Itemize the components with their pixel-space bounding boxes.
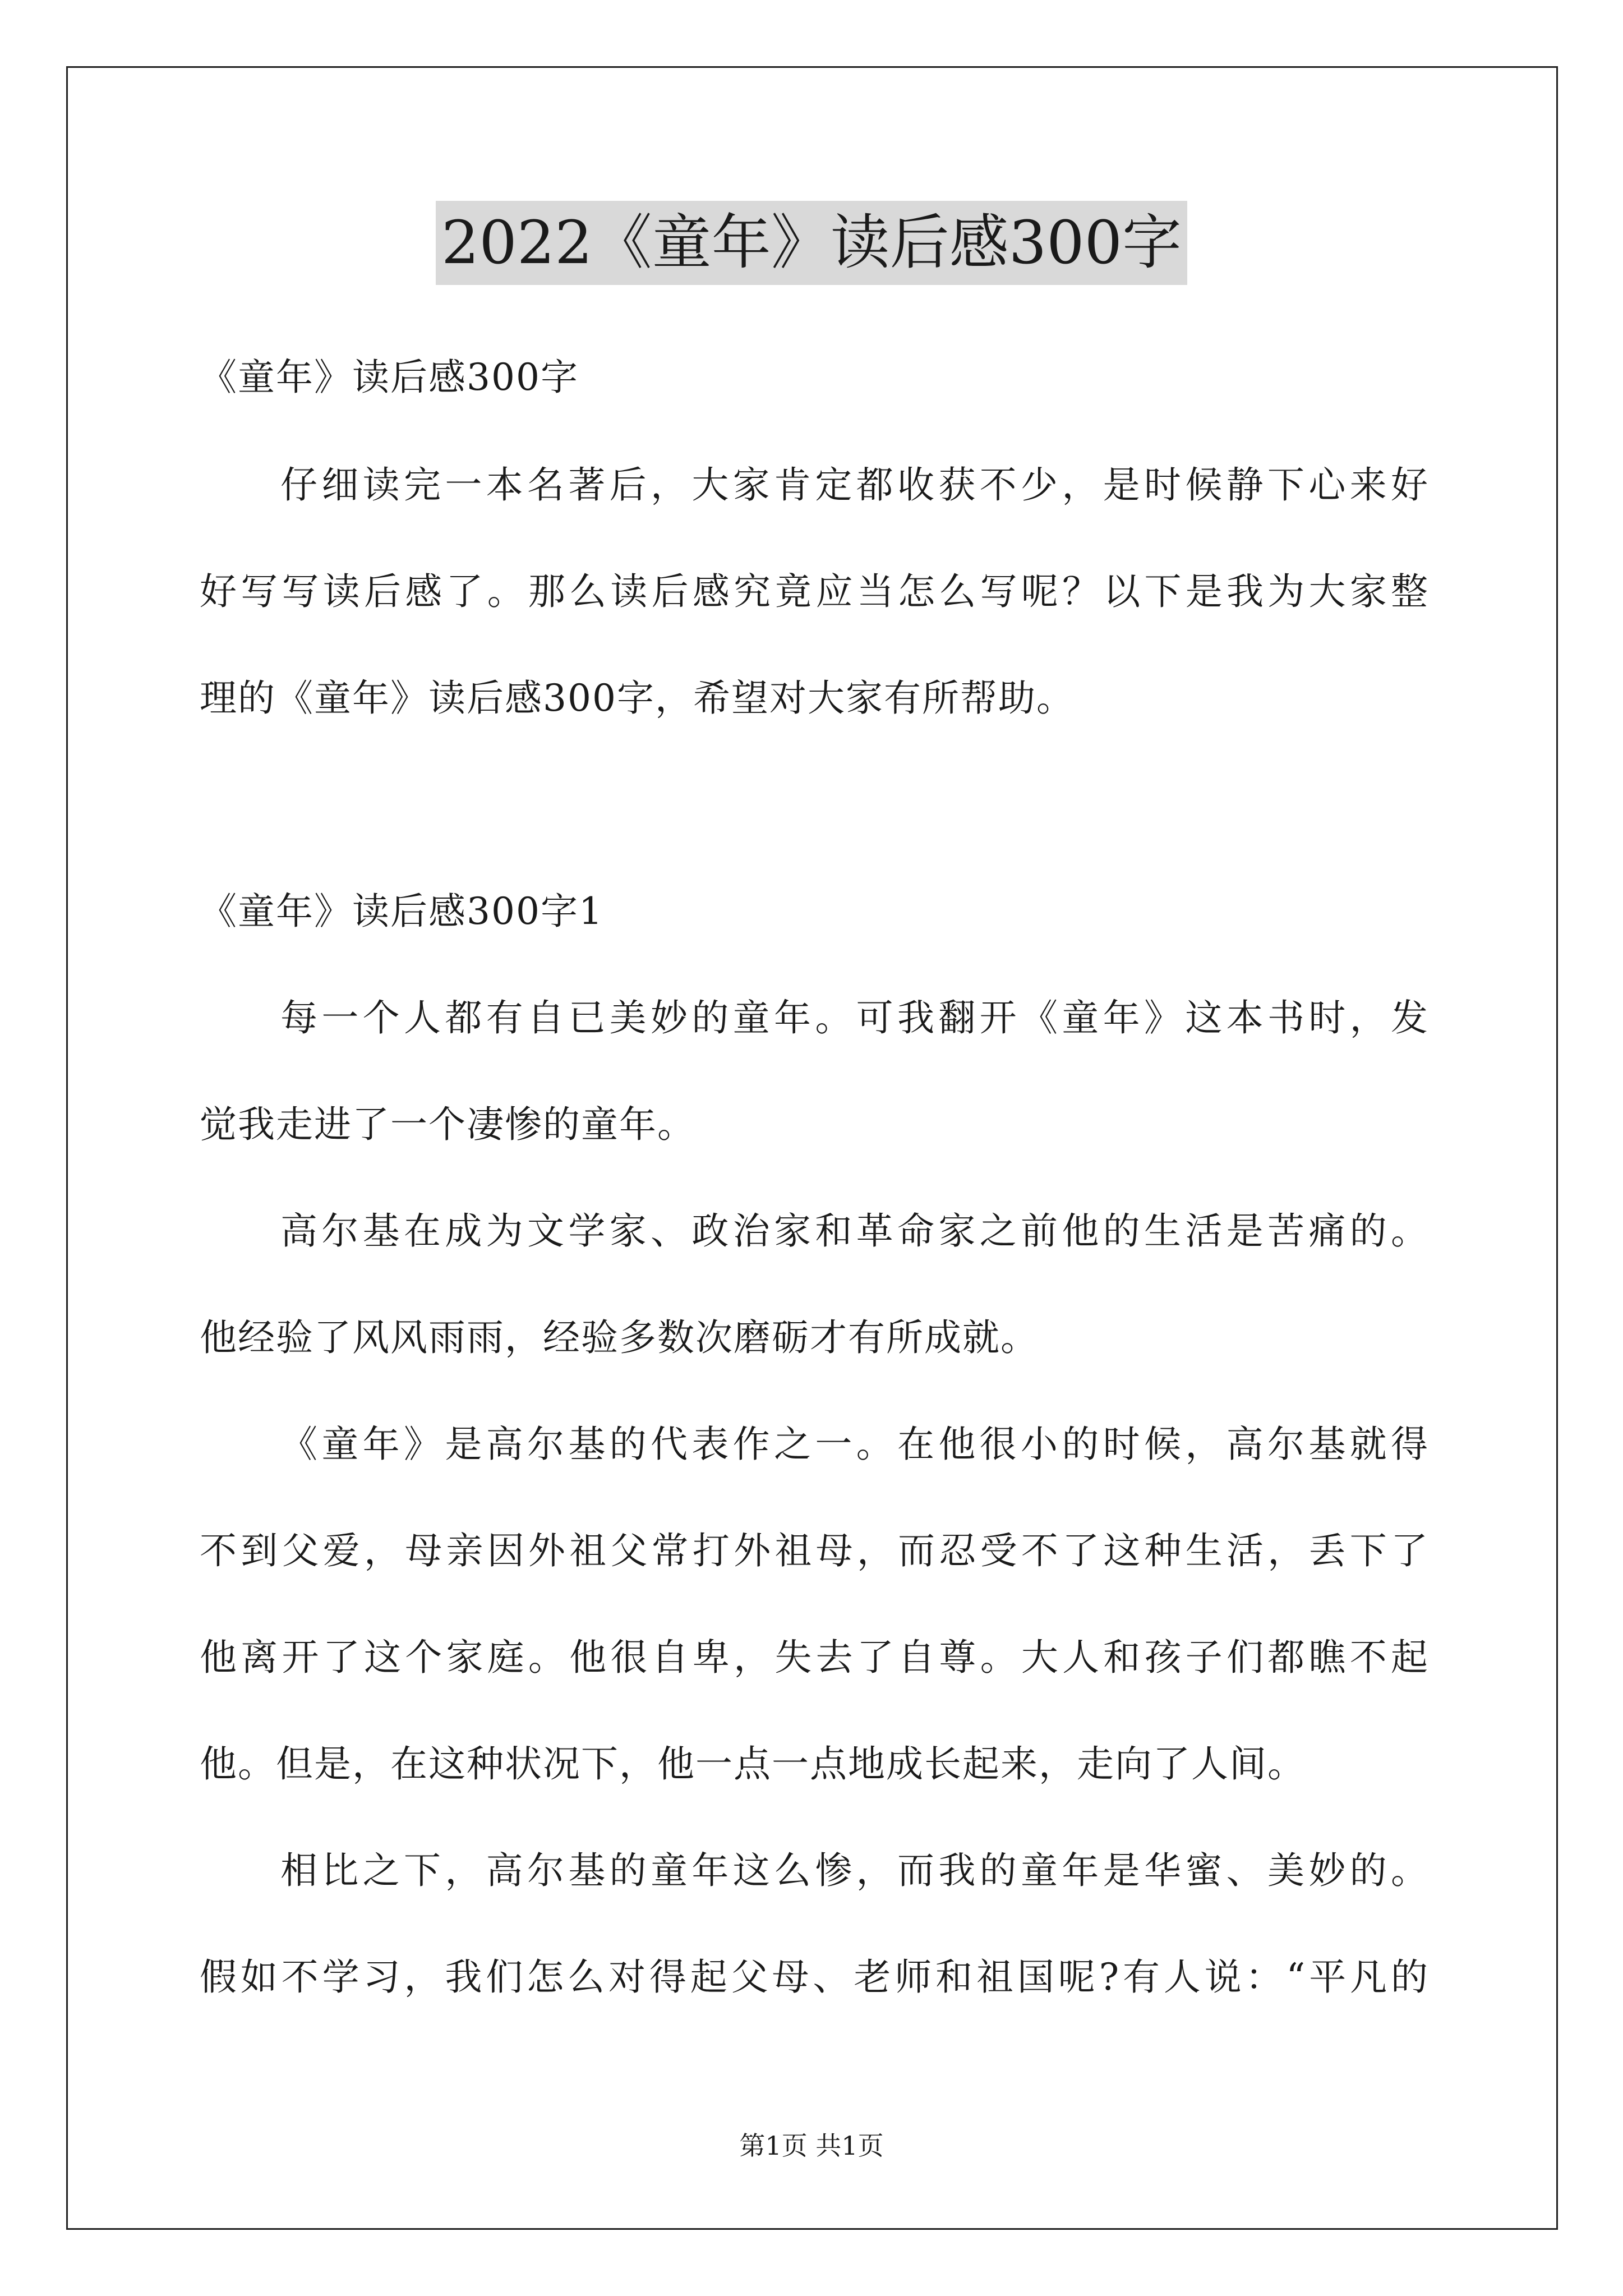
paragraph-line: 每一个人都有自已美妙的童年。可我翻开《童年》这本书时，发	[280, 996, 1428, 1039]
paragraph-line: 相比之下，高尔基的童年这么惨，而我的童年是华蜜、美妙的。	[280, 1849, 1428, 1892]
section-heading: 《童年》读后感300字1	[200, 890, 603, 933]
section-heading: 《童年》读后感300字	[200, 356, 579, 399]
paragraph-line: 他经验了风风雨雨，经验多数次磨砺才有所成就。	[200, 1316, 1039, 1359]
paragraph-line: 《童年》是高尔基的代表作之一。在他很小的时候，高尔基就得	[280, 1423, 1428, 1466]
title-container	[0, 201, 1623, 285]
paragraph-line: 理的《童年》读后感300字，希望对大家有所帮助。	[200, 677, 1075, 720]
paragraph-line: 他离开了这个家庭。他很自卑，失去了自尊。大人和孩子们都瞧不起	[200, 1636, 1428, 1679]
document-title: 2022《童年》读后感300字	[436, 201, 1187, 285]
page-number: 第1页 共1页	[739, 2131, 884, 2161]
paragraph-line: 他。但是，在这种状况下，他一点一点地成长起来，走向了人间。	[200, 1742, 1306, 1786]
paragraph-line: 不到父爱，母亲因外祖父常打外祖母，而忍受不了这种生活，丢下了	[200, 1529, 1428, 1572]
paragraph-line: 假如不学习，我们怎么对得起父母、老师和祖国呢?有人说：“平凡的	[200, 1955, 1428, 1999]
paragraph-line: 好写写读后感了。那么读后感究竟应当怎么写呢？以下是我为大家整	[200, 570, 1428, 613]
paragraph-line: 觉我走进了一个凄惨的童年。	[200, 1103, 695, 1146]
paragraph-line: 仔细读完一本名著后，大家肯定都收获不少，是时候静下心来好	[280, 463, 1428, 507]
paragraph-line: 高尔基在成为文学家、政治家和革命家之前他的生活是苦痛的。	[280, 1209, 1428, 1253]
